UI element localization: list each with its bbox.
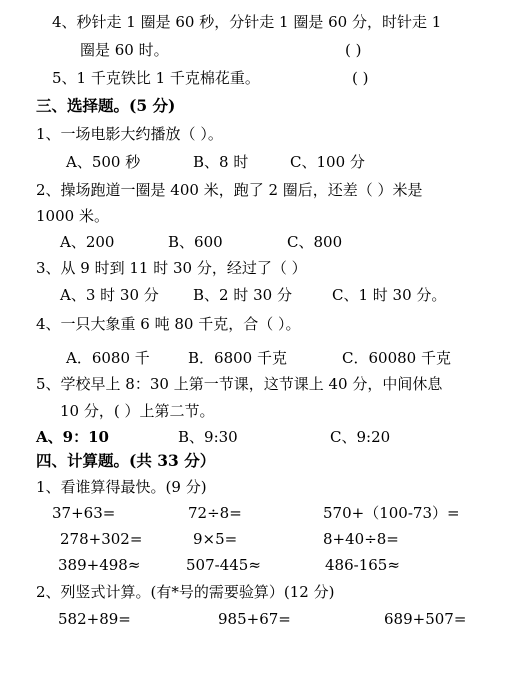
choice-q3-option-b: B、2 时 30 分 <box>193 286 292 304</box>
choice-q2-line2: 1000 米。 <box>36 207 109 225</box>
calc-row3-item3: 486-165≈ <box>325 556 400 574</box>
choice-q2-option-c: C、800 <box>287 233 343 251</box>
calc-row1-item2: 72÷8= <box>188 504 242 522</box>
section-3-heading: 三、选择题。(5 分) <box>36 96 176 115</box>
judge-q5-answer-blank: ( ) <box>352 69 369 87</box>
choice-q4: 4、一只大象重 6 吨 80 千克，合（ ）。 <box>36 315 301 333</box>
calc-row1-item3: 570+（100-73）= <box>323 504 460 522</box>
choice-q1-option-b: B、8 时 <box>193 153 249 171</box>
choice-q3-option-c: C、1 时 30 分。 <box>332 286 447 304</box>
choice-q5-option-b: B、9:30 <box>178 428 238 446</box>
calc-sub1-title: 1、看谁算得最快。(9 分) <box>36 478 207 496</box>
calc-sub2-title: 2、列竖式计算。(有*号的需要验算）(12 分) <box>36 583 335 601</box>
calc-row3-item2: 507-445≈ <box>186 556 261 574</box>
choice-q3: 3、从 9 时到 11 时 30 分，经过了（ ） <box>36 259 307 277</box>
choice-q5-line1: 5、学校早上 8：30 上第一节课，这节课上 40 分，中间休息 <box>36 375 443 393</box>
calc-row4-item1: 582+89= <box>58 610 131 628</box>
judge-q4-answer-blank: ( ) <box>345 41 362 59</box>
calc-row4-item3: 689+507= <box>384 610 467 628</box>
choice-q1: 1、一场电影大约播放（ ）。 <box>36 125 223 143</box>
calc-row1-item1: 37+63= <box>52 504 116 522</box>
choice-q4-option-c: C．60080 千克 <box>342 349 451 367</box>
choice-q4-option-b: B．6800 千克 <box>188 349 287 367</box>
judge-q4-line1: 4、秒针走 1 圈是 60 秒，分针走 1 圈是 60 分，时针走 1 <box>52 13 442 31</box>
choice-q3-option-a: A、3 时 30 分 <box>60 286 159 304</box>
choice-q5-line2: 10 分，( ）上第二节。 <box>60 402 215 420</box>
choice-q1-option-c: C、100 分 <box>290 153 365 171</box>
choice-q5-option-a: A、9：10 <box>36 428 109 446</box>
section-4-heading: 四、计算题。(共 33 分） <box>36 451 216 470</box>
judge-q5: 5、1 千克铁比 1 千克棉花重。 <box>52 69 260 87</box>
choice-q2-option-a: A、200 <box>60 233 115 251</box>
calc-row2-item3: 8+40÷8= <box>323 530 399 548</box>
calc-row2-item2: 9×5= <box>193 530 238 548</box>
choice-q5-option-c: C、9:20 <box>330 428 391 446</box>
calc-row4-item2: 985+67= <box>218 610 291 628</box>
judge-q4-line2: 圈是 60 时。 <box>80 41 169 59</box>
choice-q4-option-a: A．6080 千 <box>66 349 150 367</box>
calc-row2-item1: 278+302= <box>60 530 143 548</box>
choice-q2-line1: 2、操场跑道一圈是 400 米，跑了 2 圈后，还差（ ）米是 <box>36 181 423 199</box>
choice-q2-option-b: B、600 <box>168 233 223 251</box>
calc-row3-item1: 389+498≈ <box>58 556 141 574</box>
choice-q1-option-a: A、500 秒 <box>66 153 141 171</box>
